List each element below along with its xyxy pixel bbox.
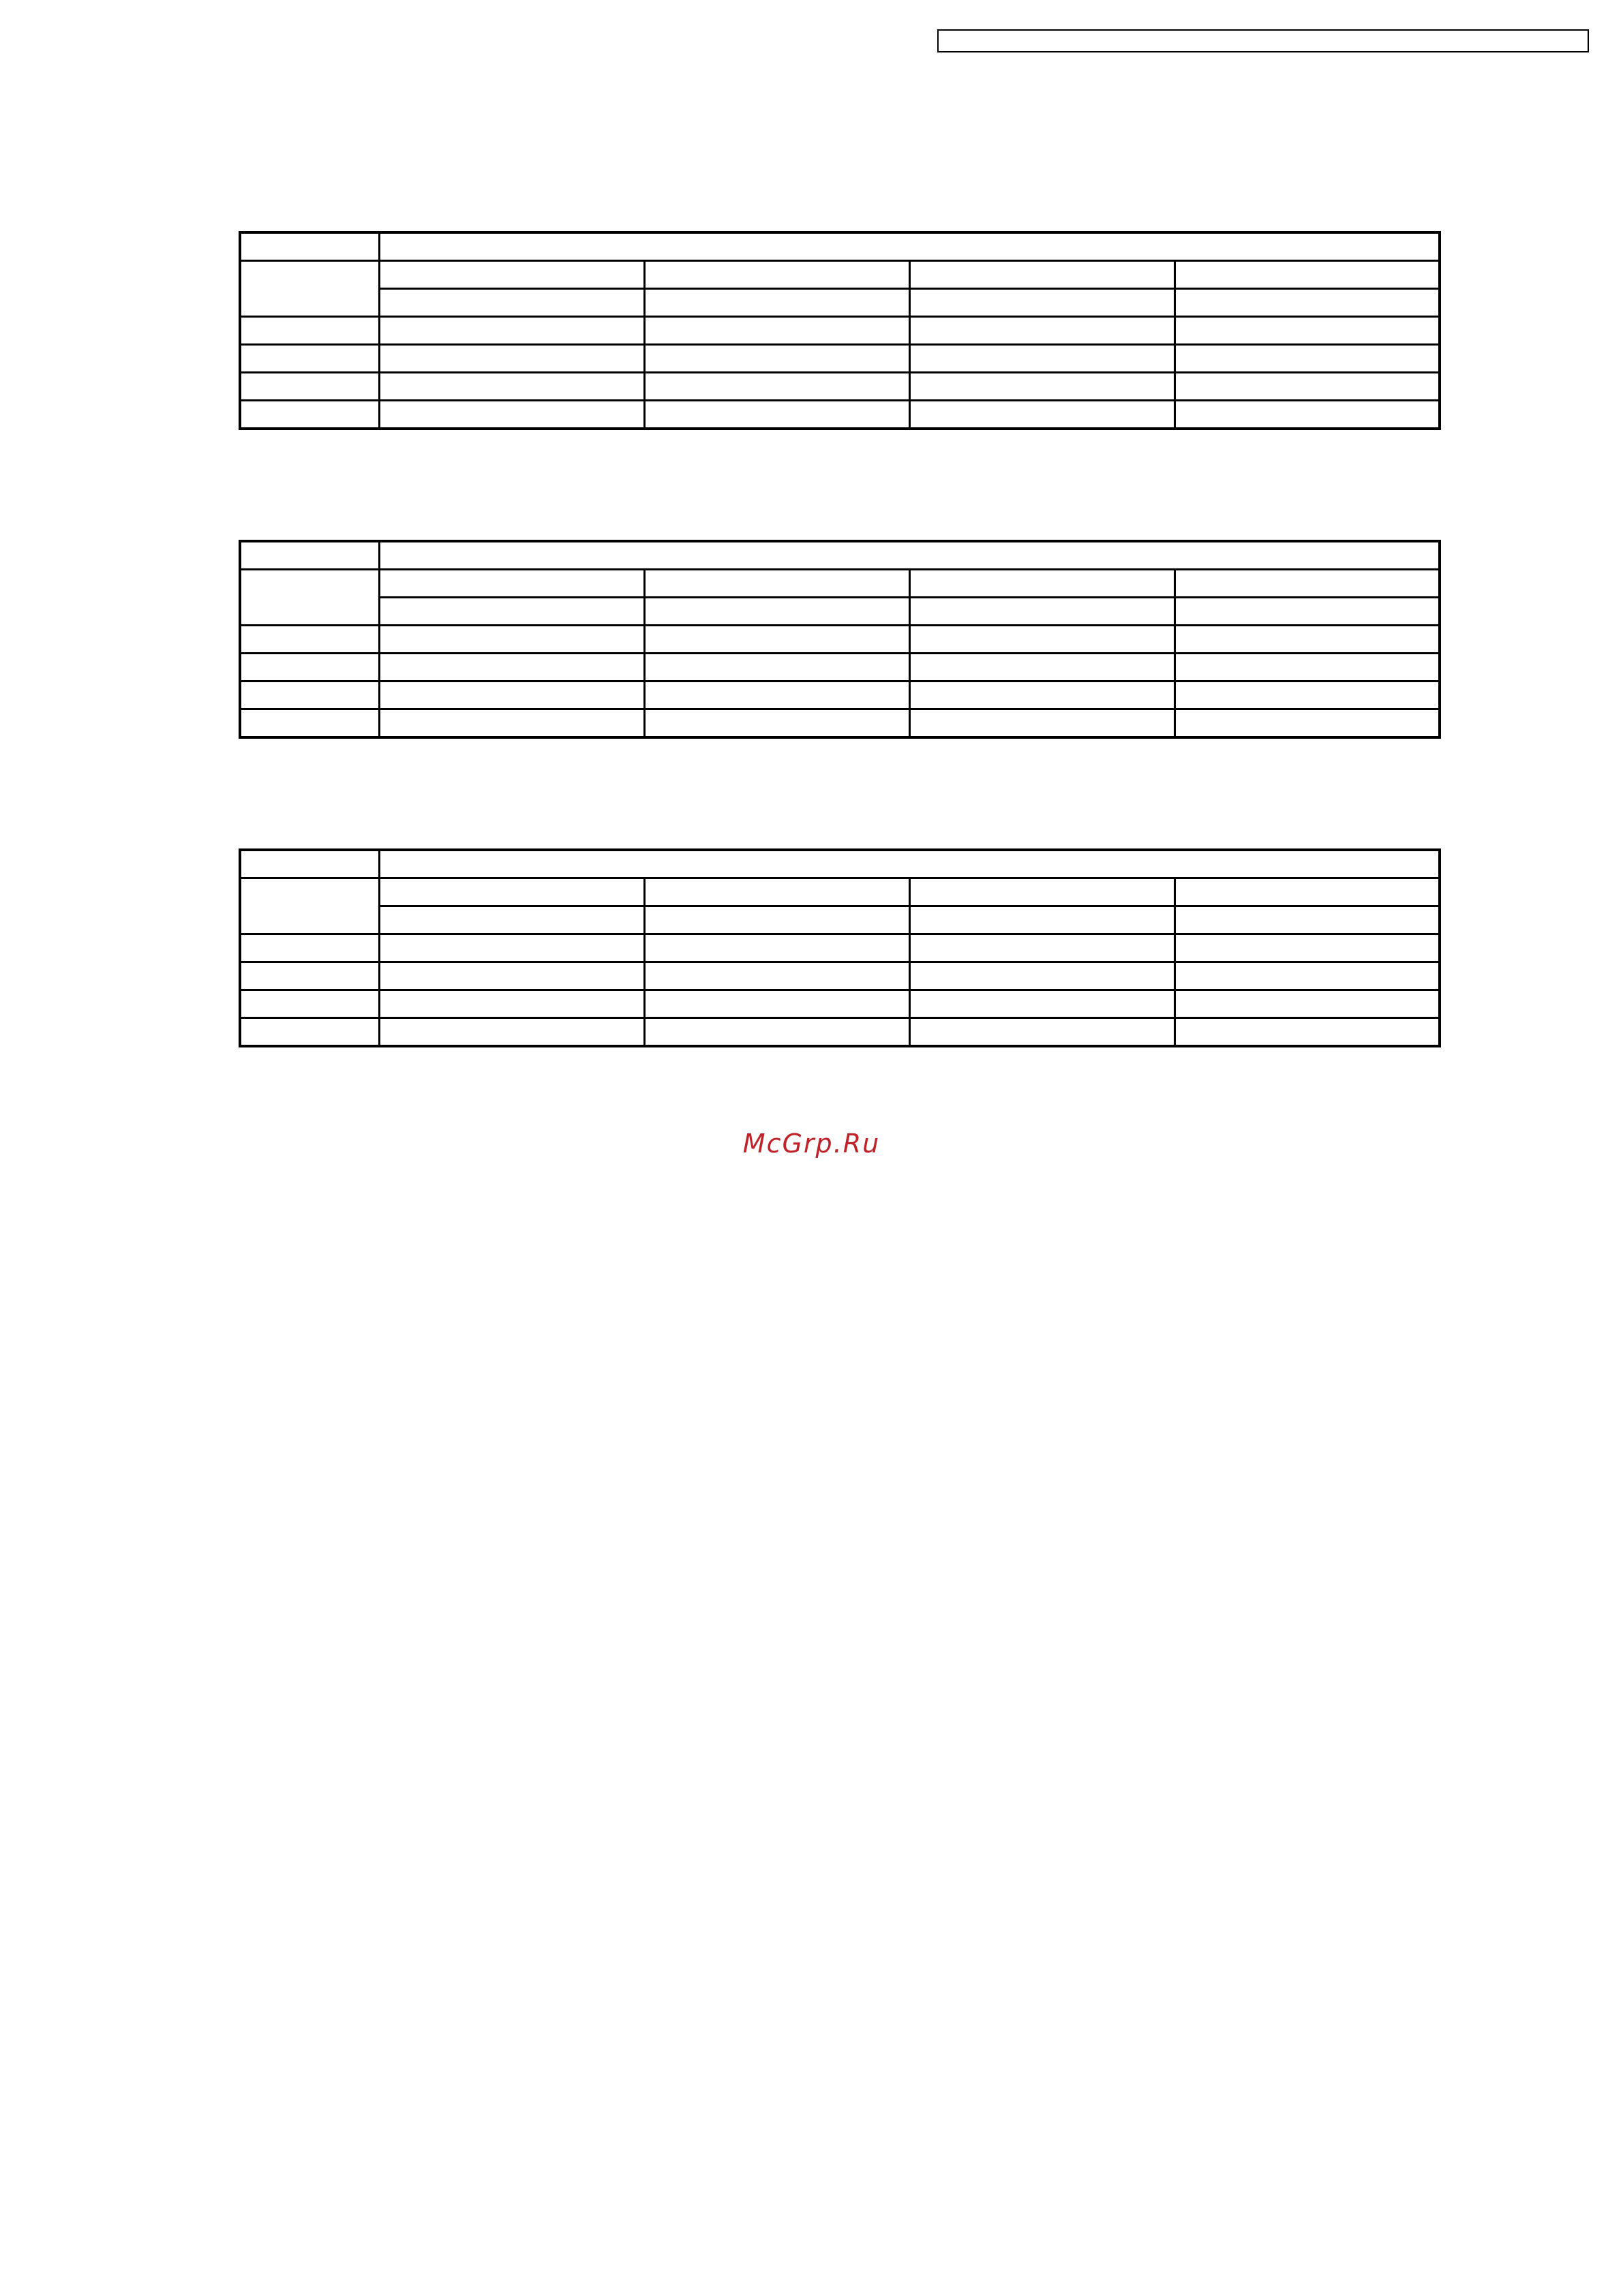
table-cell <box>909 373 1174 401</box>
table-row <box>240 345 1440 373</box>
table-cell <box>644 934 909 962</box>
table-cell <box>644 345 909 373</box>
table-row <box>240 906 1440 934</box>
table-cell <box>240 682 379 709</box>
table-header-cell <box>379 850 1440 878</box>
table-cell <box>379 570 644 598</box>
table-cell <box>1174 401 1440 429</box>
table-cell <box>379 934 644 962</box>
table-cell <box>909 317 1174 345</box>
table-cell <box>1174 990 1440 1018</box>
table-cell <box>240 654 379 682</box>
table-cell <box>909 878 1174 906</box>
table-row <box>240 990 1440 1018</box>
table-row <box>240 962 1440 990</box>
table-cell <box>644 962 909 990</box>
table-cell <box>240 962 379 990</box>
table-cell <box>644 878 909 906</box>
table-row <box>240 232 1440 261</box>
table-row <box>240 598 1440 626</box>
table-cell <box>644 289 909 317</box>
table-row <box>240 541 1440 570</box>
table-cell <box>644 261 909 289</box>
table-cell <box>909 345 1174 373</box>
table-cell <box>379 709 644 738</box>
table-cell <box>644 709 909 738</box>
table-cell <box>1174 261 1440 289</box>
table-cell <box>1174 906 1440 934</box>
table-cell <box>379 682 644 709</box>
table-cell <box>379 345 644 373</box>
table-cell <box>909 401 1174 429</box>
table-cell <box>1174 962 1440 990</box>
table-cell <box>1174 934 1440 962</box>
table-cell <box>379 962 644 990</box>
header-box <box>937 29 1589 52</box>
table-cell <box>240 990 379 1018</box>
table-row <box>240 317 1440 345</box>
table-row <box>240 570 1440 598</box>
table-cell <box>644 570 909 598</box>
table-cell <box>909 682 1174 709</box>
table-cell <box>1174 654 1440 682</box>
table-cell <box>379 878 644 906</box>
table-cell <box>1174 1018 1440 1047</box>
table-cell <box>644 990 909 1018</box>
table-cell <box>1174 317 1440 345</box>
table-cell <box>1174 682 1440 709</box>
table-cell <box>909 990 1174 1018</box>
table-cell <box>1174 878 1440 906</box>
table-cell <box>909 1018 1174 1047</box>
table-cell <box>644 626 909 654</box>
table-cell <box>240 570 379 626</box>
table-row <box>240 709 1440 738</box>
table-cell <box>240 261 379 317</box>
table-cell <box>1174 289 1440 317</box>
table-cell <box>909 289 1174 317</box>
table-cell <box>1174 598 1440 626</box>
table-cell <box>644 682 909 709</box>
table-cell <box>1174 626 1440 654</box>
table-cell <box>240 232 379 261</box>
table-cell <box>644 1018 909 1047</box>
table-row <box>240 261 1440 289</box>
table-cell <box>240 934 379 962</box>
table-cell <box>1174 345 1440 373</box>
table-row <box>240 934 1440 962</box>
table-cell <box>379 626 644 654</box>
table-cell <box>1174 373 1440 401</box>
table-row <box>240 850 1440 878</box>
table-cell <box>644 317 909 345</box>
table-header-cell <box>379 232 1440 261</box>
table-row <box>240 373 1440 401</box>
table-cell <box>379 401 644 429</box>
table-cell <box>909 906 1174 934</box>
table-cell <box>240 878 379 934</box>
blank-table-1 <box>239 231 1441 430</box>
table-cell <box>379 906 644 934</box>
table-row <box>240 682 1440 709</box>
table-cell <box>379 317 644 345</box>
table-row <box>240 1018 1440 1047</box>
table-cell <box>644 598 909 626</box>
blank-table-3 <box>239 848 1441 1047</box>
table-cell <box>379 373 644 401</box>
table-cell <box>240 345 379 373</box>
table-row <box>240 289 1440 317</box>
table-cell <box>240 626 379 654</box>
table-row <box>240 654 1440 682</box>
table-cell <box>644 373 909 401</box>
table-cell <box>1174 570 1440 598</box>
table-cell <box>379 654 644 682</box>
table-cell <box>379 261 644 289</box>
table-cell <box>240 541 379 570</box>
table-cell <box>909 934 1174 962</box>
table-cell <box>379 1018 644 1047</box>
table-cell <box>644 906 909 934</box>
table-cell <box>644 401 909 429</box>
table-cell <box>240 373 379 401</box>
table-cell <box>240 850 379 878</box>
table-row <box>240 626 1440 654</box>
table-cell <box>379 598 644 626</box>
table-cell <box>240 709 379 738</box>
table-cell <box>379 990 644 1018</box>
table-cell <box>909 654 1174 682</box>
table-cell <box>240 1018 379 1047</box>
table-cell <box>240 401 379 429</box>
watermark-text: McGrp.Ru <box>742 1129 881 1159</box>
table-cell <box>1174 709 1440 738</box>
table-cell <box>909 709 1174 738</box>
table-cell <box>909 598 1174 626</box>
table-cell <box>909 570 1174 598</box>
table-row <box>240 878 1440 906</box>
table-row <box>240 401 1440 429</box>
table-cell <box>909 626 1174 654</box>
table-cell <box>644 654 909 682</box>
table-cell <box>909 261 1174 289</box>
table-cell <box>240 317 379 345</box>
table-cell <box>909 962 1174 990</box>
table-header-cell <box>379 541 1440 570</box>
blank-table-2 <box>239 540 1441 739</box>
table-cell <box>379 289 644 317</box>
